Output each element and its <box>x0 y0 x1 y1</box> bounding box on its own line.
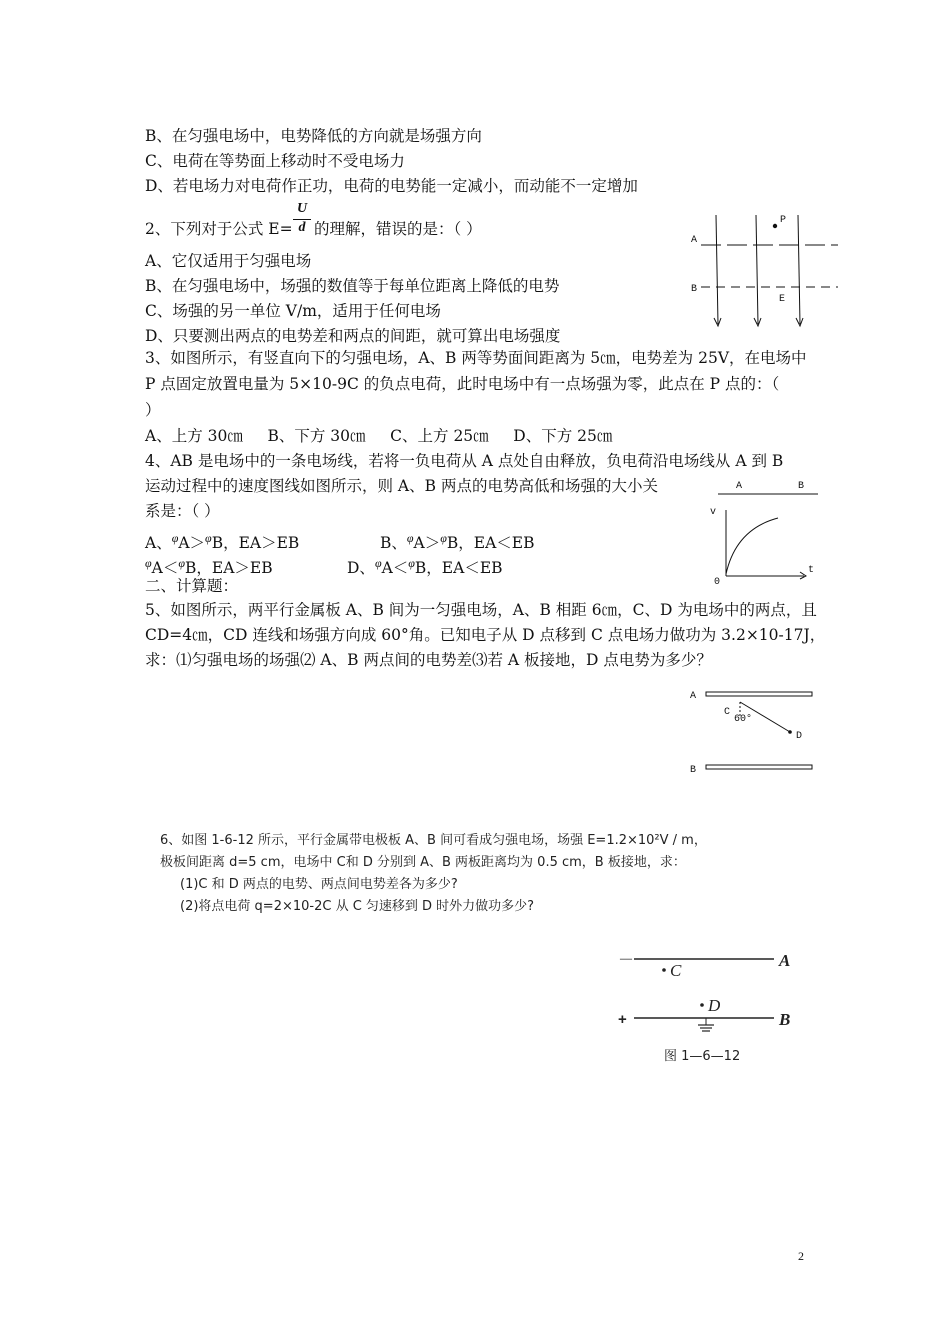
plate-b-label: B <box>779 1010 791 1029</box>
q4-option-c: $^\varphi$A＜$^\varphi$B，EA＞EB <box>145 556 273 577</box>
q5-line-2: CD=4㎝，CD 连线和场强方向成 60°角。已知电子从 D 点移到 C 点电场力做功为 3.2×10-17J， <box>145 626 826 644</box>
q6-line-2: 极板间距离 d=5 cm，电场中 C和 D 分别到 A、B 两板距离均为 0.5 cm，B 板接地，求： <box>160 855 686 870</box>
point-d-label: D <box>708 996 721 1015</box>
velocity-curve <box>726 518 778 574</box>
q4-line-2: 运动过程中的速度图线如图所示，则 A、B 两点的电势高低和场强的大小关 <box>145 477 658 495</box>
plate-a-label: A <box>690 691 697 702</box>
angle-label: 60° <box>734 714 753 725</box>
q3-line-1: 3、如图所示，有竖直向下的匀强电场，A、B 两等势面间距离为 5㎝，电势差为 25V，在电场中 <box>145 349 807 367</box>
point-c-dot <box>662 968 666 972</box>
q4-line-3: 系是：（ ） <box>145 502 220 520</box>
section-heading: 二、计算题： <box>145 577 239 595</box>
field-line-2 <box>756 215 758 324</box>
plus-sign: + <box>618 1011 627 1028</box>
q1-option-c: C、电荷在等势面上移动时不受电场力 <box>145 152 405 170</box>
formula-denominator: d <box>298 220 306 235</box>
formula-numerator: U <box>296 201 308 216</box>
point-p-label: P <box>780 215 787 226</box>
page-number: 2 <box>798 1249 804 1263</box>
q2-option-a: A、它仅适用于匀强电场 <box>145 252 312 270</box>
point-d <box>788 730 792 734</box>
q5-line-1: 5、如图所示，两平行金属板 A、B 间为一匀强电场，A、B 相距 6㎝，C、D 为电场中的两点，且 <box>145 601 817 619</box>
plate-a <box>706 692 812 696</box>
equipotential-figure <box>688 210 843 330</box>
q3-options: A、上方 30㎝ B、下方 30㎝ C、上方 25㎝ D、下方 25㎝ <box>145 427 613 445</box>
q1-option-b: B、在匀强电场中，电势降低的方向就是场强方向 <box>145 127 482 145</box>
q2-option-d: D、只要测出两点的电势差和两点的间距，就可算出电场强度 <box>145 327 561 345</box>
plane-a-label: A <box>691 235 698 246</box>
q1-option-d: D、若电场力对电荷作正功，电荷的电势能一定减小，而动能不一定增加 <box>145 177 638 195</box>
field-line-3 <box>798 215 800 324</box>
q2-prefix: 2、下列对于公式 E= <box>145 220 293 238</box>
velocity-time-figure <box>708 474 823 588</box>
v-label: v <box>710 507 717 518</box>
q4-option-a: A、$^\varphi$A＞$^\varphi$B，EA＞EB <box>145 531 300 552</box>
plate-b <box>706 765 812 769</box>
point-d-label: D <box>796 731 803 742</box>
q2-option-c: C、场强的另一单位 V/m，适用于任何电场 <box>145 302 441 320</box>
q6-line-4: (2)将点电荷 q=2×10-2C 从 C 匀速移到 D 时外力做功多少? <box>180 899 535 914</box>
plate-a-label: A <box>779 951 791 970</box>
q4-option-b: B、$^\varphi$A＞$^\varphi$B，EA＜EB <box>380 531 535 552</box>
q3-line-2: P 点固定放置电量为 5×10-9C 的负点电荷，此时电场中有一点场强为零，此点在 P 点的：（ <box>145 375 780 393</box>
t-label: t <box>808 565 815 576</box>
ground-symbol <box>698 1018 714 1031</box>
q6-line-3: (1)C 和 D 两点的电势、两点间电势差各为多少? <box>180 877 458 892</box>
capacitor-figure <box>612 946 802 1066</box>
q5-line-3: 求：⑴匀强电场的场强⑵ A、B 两点间的电势差⑶若 A 板接地，D 点电势为多少？ <box>145 651 712 669</box>
point-c-label: C <box>670 961 682 980</box>
plate-b-label: B <box>690 765 697 776</box>
q2-option-b: B、在匀强电场中，场强的数值等于每单位距离上降低的电势 <box>145 277 560 295</box>
point-d-dot <box>700 1003 704 1007</box>
point-p <box>773 224 777 228</box>
plane-b-label: B <box>691 284 698 295</box>
point-b-label: B <box>798 481 805 492</box>
figure-caption: 图 1—6—12 <box>664 1049 741 1064</box>
q4-option-d: D、$^\varphi$A＜$^\varphi$B，EA＜EB <box>347 556 503 577</box>
parallel-plates-figure <box>688 684 818 780</box>
point-c-label: C <box>724 707 731 718</box>
q3-line-3: ） <box>145 401 161 419</box>
point-a-label: A <box>736 481 743 492</box>
q2-suffix: 的理解，错误的是：（ ） <box>314 220 482 238</box>
minus-sign: － <box>618 952 635 969</box>
q6-line-1: 6、如图 1-6-12 所示，平行金属带电极板 A、B 间可看成匀强电场，场强 E=1.2×10²V / m， <box>160 833 707 848</box>
origin-label: 0 <box>714 577 721 588</box>
field-e-label: E <box>779 294 786 305</box>
field-line-1 <box>716 215 718 324</box>
q4-line-1: 4、AB 是电场中的一条电场线，若将一负电荷从 A 点处自由释放，负电荷沿电场线从 A 到 B <box>145 452 784 470</box>
